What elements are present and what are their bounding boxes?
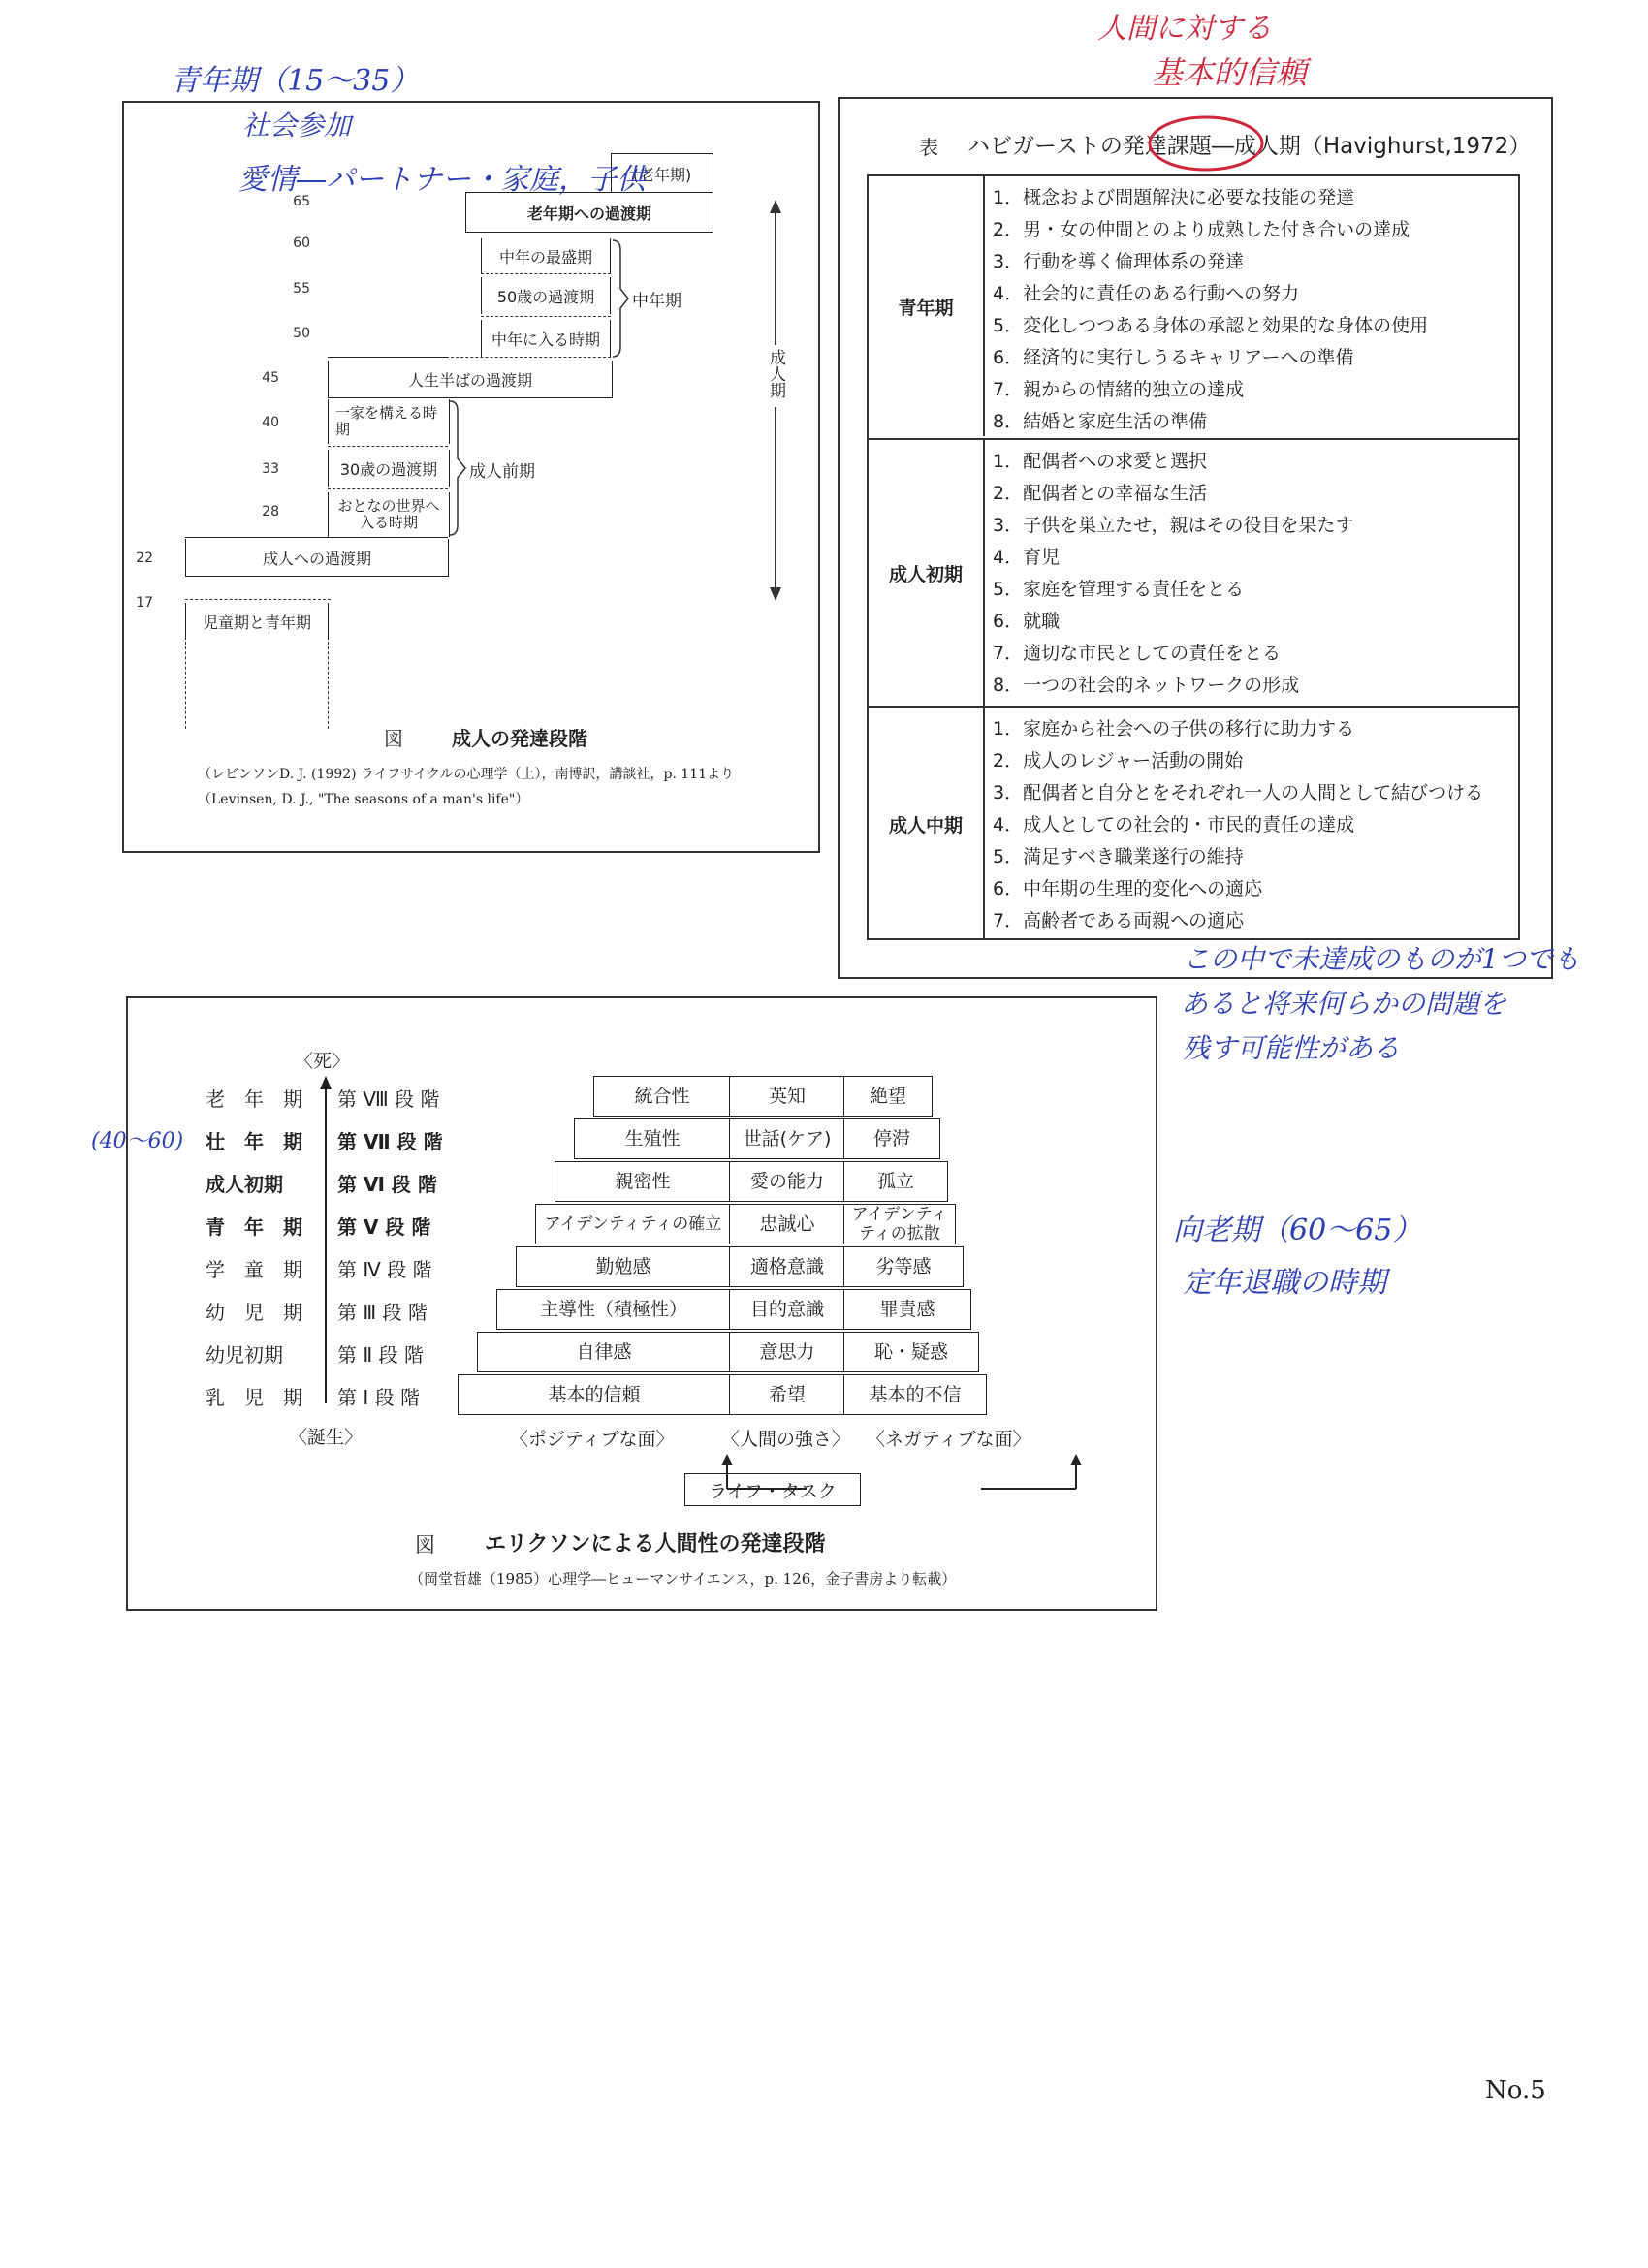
strength-cell: 愛の能力 bbox=[729, 1161, 845, 1202]
negative-cell: 停滞 bbox=[843, 1118, 940, 1159]
strength-cell: 希望 bbox=[729, 1374, 845, 1415]
caption-prefix: 図 bbox=[384, 727, 403, 750]
source-line: （岡堂哲雄（1985）心理学―ヒューマンサイエンス，p. 126，金子書房より転載） bbox=[409, 1570, 957, 1588]
erikson-figure bbox=[126, 996, 1157, 1611]
strength-cell: 英知 bbox=[729, 1076, 845, 1117]
erikson-row bbox=[128, 1289, 1156, 1330]
source-line: （レビンソンD. J. (1992) ライフサイクルの心理学（上），南博訳，講談社，p. 111より bbox=[198, 767, 735, 782]
positive-cell: 自律感 bbox=[477, 1332, 731, 1372]
age-tick: 50 bbox=[293, 326, 310, 341]
negative-cell: 絶望 bbox=[843, 1076, 933, 1117]
handwritten-red-note: 基本的信頼 bbox=[1152, 54, 1308, 91]
source-line: （Levinsen, D. J., "The seasons of a man's life"） bbox=[198, 792, 529, 807]
death-label: 〈死〉 bbox=[295, 1051, 351, 1072]
group-label: 成人初期 bbox=[869, 440, 985, 706]
strength-cell: 目的意識 bbox=[729, 1289, 845, 1330]
group-youth bbox=[869, 176, 1518, 436]
task-item: 8．結婚と家庭生活の準備 bbox=[993, 411, 1208, 432]
step-late-transition: 老年期への過渡期 bbox=[465, 192, 713, 233]
period-label: 成人初期 bbox=[206, 1173, 283, 1196]
step-old-age: (老年期) bbox=[611, 153, 713, 193]
levinson-figure bbox=[122, 101, 820, 853]
erikson-row bbox=[128, 1204, 1156, 1244]
task-item: 7．親からの情緒的独立の達成 bbox=[993, 379, 1245, 400]
adult-period-label: 成人期 bbox=[764, 345, 787, 407]
birth-label: 〈誕生〉 bbox=[289, 1427, 364, 1448]
strength-cell: 意思力 bbox=[729, 1332, 845, 1372]
step-entering-adult: おとなの世界へ入る時期 bbox=[328, 492, 450, 537]
divider bbox=[328, 446, 448, 447]
bracket-middle-label: 中年期 bbox=[632, 292, 681, 311]
period-label: 乳 児 期 bbox=[206, 1386, 302, 1409]
bracket-middle bbox=[611, 238, 630, 359]
erikson-row bbox=[128, 1246, 1156, 1287]
task-item: 6．就職 bbox=[993, 611, 1061, 632]
age-tick: 60 bbox=[293, 236, 310, 251]
positive-cell: 基本的信頼 bbox=[458, 1374, 731, 1415]
strength-cell: 忠誠心 bbox=[729, 1204, 845, 1244]
handwritten-note: 向老期（60～65） bbox=[1173, 1213, 1422, 1247]
bracket-early bbox=[448, 399, 467, 537]
task-item: 7．高齢者である両親への適応 bbox=[993, 910, 1245, 931]
group-middle-adult bbox=[869, 706, 1518, 940]
life-task-box: ライフ・タスク bbox=[684, 1473, 861, 1506]
handwritten-note: 愛情―パートナー・家庭，子供 bbox=[238, 163, 646, 197]
task-item: 4．成人としての社会的・市民的責任の達成 bbox=[993, 814, 1355, 835]
step-middle-peak: 中年の最盛期 bbox=[481, 238, 611, 273]
positive-cell: 主導性（積極性） bbox=[496, 1289, 731, 1330]
task-item: 8．一つの社会的ネットワークの形成 bbox=[993, 675, 1300, 696]
step-midlife-transition: 人生半ばの過渡期 bbox=[328, 361, 613, 398]
positive-cell: 統合性 bbox=[593, 1076, 731, 1117]
negative-cell: 基本的不信 bbox=[843, 1374, 987, 1415]
task-item: 5．満足すべき職業遂行の維持 bbox=[993, 846, 1244, 867]
handwritten-age-range: (40～60) bbox=[91, 1129, 184, 1153]
age-tick: 22 bbox=[136, 551, 153, 566]
task-item: 3．子供を巣立たせ，親はその役目を果たす bbox=[993, 515, 1354, 536]
havighurst-panel bbox=[838, 97, 1553, 979]
task-item: 2．男・女の仲間とのより成熟した付き合いの達成 bbox=[993, 219, 1410, 240]
strength-cell: 世話(ケア) bbox=[729, 1118, 845, 1159]
divider bbox=[185, 599, 331, 600]
table-title: ハビガーストの発達課題―成人期（Havighurst,1972） bbox=[967, 134, 1532, 159]
stage-label: 第 Ⅵ 段 階 bbox=[337, 1173, 437, 1196]
period-label: 老 年 期 bbox=[206, 1087, 302, 1111]
task-item: 6．経済的に実行しうるキャリアーへの準備 bbox=[993, 347, 1354, 368]
page-number: No.5 bbox=[1485, 2076, 1546, 2105]
age-tick: 40 bbox=[262, 415, 279, 430]
task-item: 2．成人のレジャー活動の開始 bbox=[993, 750, 1244, 772]
step-age50-transition: 50歳の過渡期 bbox=[481, 277, 611, 314]
positive-cell: 親密性 bbox=[555, 1161, 731, 1202]
task-item: 1．概念および問題解決に必要な技能の発達 bbox=[993, 187, 1355, 208]
handwritten-note: 社会参加 bbox=[242, 110, 352, 142]
red-circle-annotation bbox=[1146, 112, 1266, 174]
erikson-row bbox=[128, 1161, 1156, 1202]
positive-cell: 勤勉感 bbox=[516, 1246, 731, 1287]
stage-label: 第 Ⅴ 段 階 bbox=[337, 1215, 431, 1239]
task-item: 3．行動を導く倫理体系の発達 bbox=[993, 251, 1245, 272]
task-item: 4．社会的に責任のある行動への努力 bbox=[993, 283, 1300, 304]
step-settling-down: 一家を構える時期 bbox=[328, 399, 450, 444]
step-entering-middle: 中年に入る時期 bbox=[481, 320, 611, 357]
task-item: 1．家庭から社会への子供の移行に助力する bbox=[993, 718, 1355, 740]
negative-cell: 劣等感 bbox=[843, 1246, 964, 1287]
group-early-adult bbox=[869, 438, 1518, 706]
age-tick: 55 bbox=[293, 281, 310, 297]
divider bbox=[481, 316, 611, 317]
figure-caption: エリクソンによる人間性の発達段階 bbox=[485, 1532, 826, 1557]
divider bbox=[328, 488, 448, 489]
age-tick: 28 bbox=[262, 504, 279, 520]
task-item: 7．適切な市民としての責任をとる bbox=[993, 643, 1282, 664]
negative-cell: 罪責感 bbox=[843, 1289, 971, 1330]
stage-label: 第 Ⅰ 段 階 bbox=[337, 1386, 420, 1409]
negative-cell: 恥・疑惑 bbox=[843, 1332, 979, 1372]
task-item: 1．配偶者への求愛と選択 bbox=[993, 451, 1208, 472]
task-item: 4．育児 bbox=[993, 547, 1061, 568]
group-label: 青年期 bbox=[869, 176, 985, 436]
figure-caption: 成人の発達段階 bbox=[452, 727, 587, 750]
divider bbox=[446, 357, 611, 358]
age-tick: 33 bbox=[262, 461, 279, 477]
negative-cell: 孤立 bbox=[843, 1161, 948, 1202]
divider bbox=[481, 273, 611, 274]
handwritten-note: 残す可能性がある bbox=[1183, 1032, 1401, 1064]
period-label: 青 年 期 bbox=[206, 1215, 302, 1239]
positive-cell: アイデンティティの確立 bbox=[535, 1204, 731, 1244]
divider bbox=[185, 642, 186, 729]
handwritten-red-note: 人間に対する bbox=[1097, 12, 1272, 46]
task-item: 5．家庭を管理する責任をとる bbox=[993, 579, 1245, 600]
stage-label: 第 Ⅶ 段 階 bbox=[337, 1130, 443, 1153]
stage-label: 第 Ⅷ 段 階 bbox=[337, 1087, 440, 1111]
step-early-adult-transition: 成人への過渡期 bbox=[185, 539, 449, 577]
period-label: 幼 児 期 bbox=[206, 1301, 302, 1324]
erikson-row bbox=[128, 1118, 1156, 1159]
task-item: 6．中年期の生理的変化への適応 bbox=[993, 878, 1263, 899]
stage-label: 第 Ⅳ 段 階 bbox=[337, 1258, 432, 1281]
column-negative-label: 〈ネガティブな面〉 bbox=[867, 1429, 1031, 1450]
table-title-prefix: 表 bbox=[919, 136, 938, 159]
havighurst-table bbox=[867, 174, 1520, 940]
divider bbox=[328, 642, 329, 729]
stage-label: 第 Ⅲ 段 階 bbox=[337, 1301, 428, 1324]
age-tick: 17 bbox=[136, 595, 153, 611]
task-item: 5．変化しつつある身体の承認と効果的な身体の使用 bbox=[993, 315, 1429, 336]
period-label: 壮 年 期 bbox=[206, 1130, 302, 1153]
column-positive-label: 〈ポジティブな面〉 bbox=[510, 1429, 675, 1450]
step-age30-transition: 30歳の過渡期 bbox=[328, 450, 450, 487]
column-strength-label: 〈人間の強さ〉 bbox=[721, 1429, 851, 1450]
erikson-row bbox=[128, 1374, 1156, 1415]
positive-cell: 生殖性 bbox=[574, 1118, 731, 1159]
negative-cell: アイデンティティの拡散 bbox=[843, 1204, 956, 1244]
age-tick: 45 bbox=[262, 370, 279, 386]
step-childhood: 児童期と青年期 bbox=[185, 603, 329, 640]
strength-cell: 適格意識 bbox=[729, 1246, 845, 1287]
handwritten-note: 定年退職の時期 bbox=[1183, 1266, 1386, 1300]
task-item: 2．配偶者との幸福な生活 bbox=[993, 483, 1208, 504]
period-label: 幼児初期 bbox=[206, 1343, 283, 1367]
task-item: 3．配偶者と自分とをそれぞれ一人の人間として結びつける bbox=[993, 782, 1484, 803]
handwritten-note: あると将来何らかの問題を bbox=[1181, 988, 1507, 1020]
erikson-row bbox=[128, 1332, 1156, 1372]
erikson-row bbox=[128, 1076, 1156, 1117]
caption-prefix: 図 bbox=[415, 1533, 435, 1557]
age-tick: 65 bbox=[293, 194, 310, 209]
stage-label: 第 Ⅱ 段 階 bbox=[337, 1343, 424, 1367]
handwritten-youth-title: 青年期（15～35） bbox=[171, 64, 420, 98]
handwritten-note: この中で未達成のものが1つでも bbox=[1183, 943, 1580, 975]
group-label: 成人中期 bbox=[869, 708, 985, 940]
period-label: 学 童 期 bbox=[206, 1258, 302, 1281]
bracket-early-label: 成人前期 bbox=[469, 462, 535, 482]
